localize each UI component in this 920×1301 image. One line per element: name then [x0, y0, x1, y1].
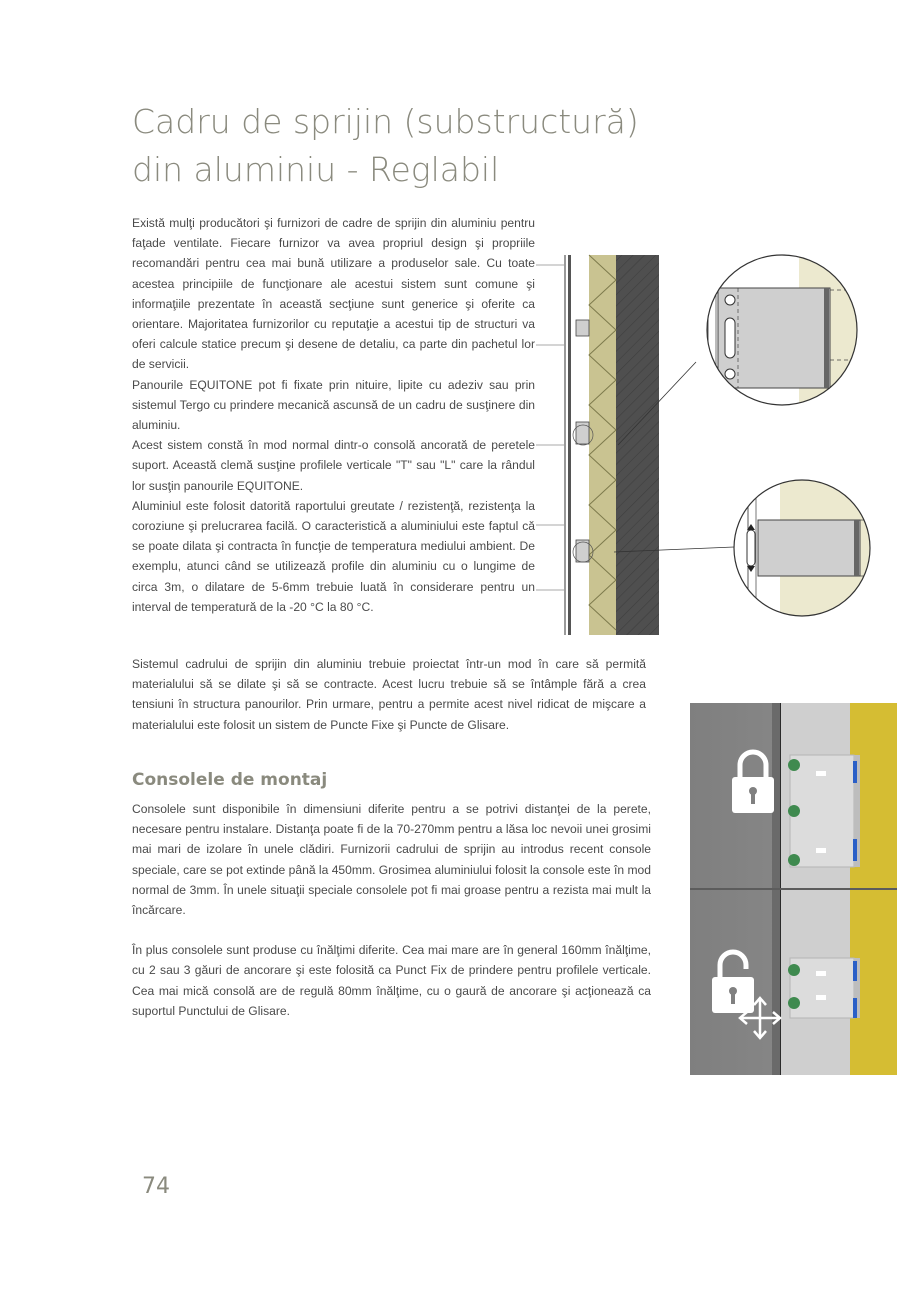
intro-paragraph: Există mulţi producători şi furnizori de cadre de sprijin din aluminiu pentru faţade ventilate. Fiecare furnizor va avea propriul design şi propriile recomandări pentru cea mai bună utilizare a produselor sale. Cu toate acestea principiile de funcţionare ale acestui sistem sunt comune şi informaţiile prezentate în această secţiune sunt generice şi oferite ca orientare. Majoritatea furnizorilor cu reputaţie a acestui tip de structuri va oferi calcule statice precum şi desene de detaliu, ca parte din pachetul lor de servicii. [132, 216, 535, 372]
intro-text [132, 213, 535, 617]
brackets-paragraph: În plus consolele sunt produse cu înălţimi diferite. Cea mai mare are în general 160mm înălţime, cu 2 sau 3 găuri de ancorare şi este folosită ca Punct Fix de prindere pentru profilele verticale. Cea mai mică consolă are de regulă 80mm înălţime, cu o gaură de ancorare şi acţionează ca suportul Punctului de Glisare. [132, 943, 651, 1018]
page-title [132, 98, 652, 194]
detail-circle-sliding-point [734, 480, 874, 620]
title-line: Cadru de sprijin (substructură) [132, 102, 639, 141]
section-drawing [536, 250, 876, 640]
intro-paragraph: Acest sistem constă în mod normal dintr-o consolă ancorată de peretele suport. Această clemă susţine profilele verticale "T" sau "L" care la rândul lor susţin panourile EQUITONE. [132, 438, 535, 493]
system-paragraph: Sistemul cadrului de sprijin din aluminiu trebuie proiectat într-un mod în care să permită materialului să se dilate şi să se contracte. Acest lucru trebuie să se întâmple fără a crea tensiuni în structura panourilor. Prin urmare, pentru a permite acest nivel ridicat de mişcare a materialului este folosit un sistem de Puncte Fixe şi Puncte de Glisare. [132, 657, 646, 732]
page-number: 74 [142, 1174, 170, 1199]
intro-paragraph: Panourile EQUITONE pot fi fixate prin nituire, lipite cu adeziv sau prin sistemul Tergo cu prindere mecanică ascunsă de un cadru de susţinere din aluminiu. [132, 377, 535, 433]
section-heading: Consolele de montaj [132, 770, 328, 790]
wall-section [536, 255, 659, 635]
title-line: din aluminiu - Reglabil [132, 150, 500, 189]
brackets-text [132, 799, 651, 1021]
system-text [132, 654, 646, 735]
fixed-sliding-point-photo [690, 703, 897, 1075]
bracket-top [790, 755, 860, 867]
intro-paragraph: Aluminiul este folosit datorită raportului greutate / rezistenţă, rezistenţa la coroziune şi prelucrarea facilă. O caracteristică a aluminiului este faptul că se poate dilata şi contracta în funcţie de temperatura mediului ambient. De exemplu, atunci când se utilizează profile din aluminiu cu o lungime de circa 3m, o dilatare de 5-6mm trebuie luată în considerare pentru un interval de temperatură de la -20 °C la 80 °C. [132, 498, 535, 614]
brackets-paragraph: Consolele sunt disponibile în dimensiuni diferite pentru a se potrivi distanţei de la perete, necesare pentru instalare. Distanţa poate fi de la 70-270mm pentru a lăsa loc nevoii unei grosimi mai mari de izolare în unele clădiri. Furnizorii cadrului de sprijin au introdus recent console speciale, care se pot extinde până la 450mm. Grosimea aluminiului folosit la console este în mod normal de 3mm. În unele situaţii speciale consolele pot fi mai groase pentru a rezista mai mult la încărcare. [132, 802, 651, 918]
bracket-bottom [790, 958, 860, 1018]
detail-circle-fixed-point [696, 250, 871, 410]
